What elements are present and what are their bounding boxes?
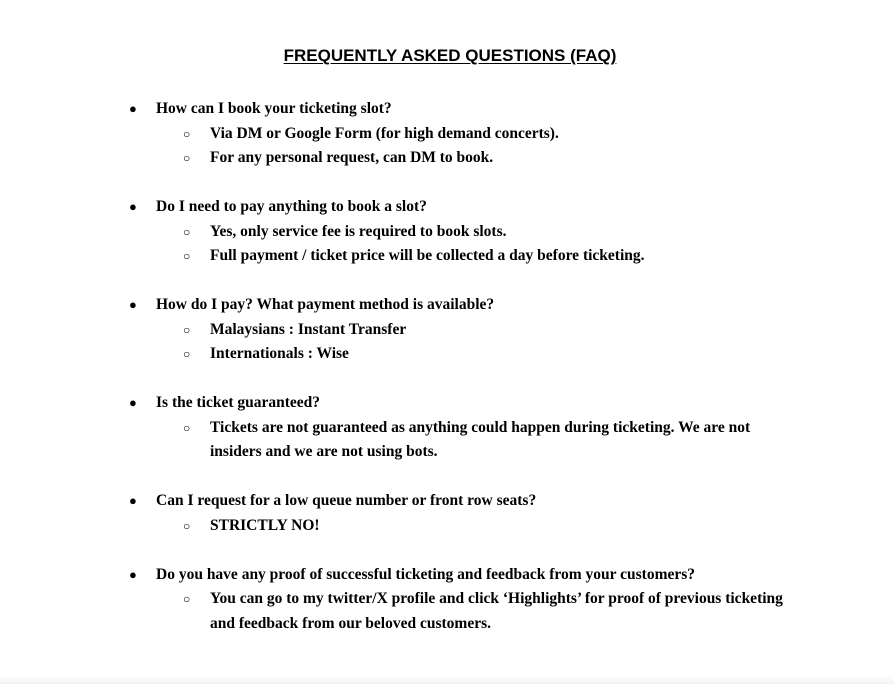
circle-bullet-icon: ○ [183, 347, 191, 361]
faq-question-text: Do you have any proof of successful ticketing and feedback from your customers? [156, 565, 696, 583]
faq-question [0, 391, 894, 416]
faq-item [0, 293, 894, 367]
circle-bullet-icon: ○ [183, 224, 191, 239]
faq-question [0, 97, 894, 122]
faq-answer-text: Internationals : Wise [210, 345, 349, 362]
faq-answer [0, 220, 894, 245]
circle-bullet-icon: ○ [183, 592, 191, 606]
circle-bullet-icon: ○ [183, 322, 191, 337]
faq-answer-text: Malaysians : Instant Transfer [210, 320, 407, 338]
faq-answer-text: For any personal request, can DM to book. [210, 149, 494, 166]
page-edge-shade [0, 676, 894, 684]
circle-bullet-icon: ○ [183, 151, 191, 165]
faq-item [0, 97, 894, 171]
bullet-icon: ● [129, 395, 137, 410]
faq-question-text: How can I book your ticketing slot? [156, 100, 392, 117]
faq-item [0, 391, 894, 465]
faq-question-text: How do I pay? What payment method is available? [156, 296, 495, 313]
bullet-icon: ● [129, 101, 137, 116]
bullet-icon: ● [129, 199, 137, 214]
circle-bullet-icon: ○ [183, 518, 191, 533]
faq-answer [0, 342, 894, 367]
faq-answer [0, 146, 894, 171]
faq-answer [0, 587, 894, 636]
faq-item [0, 489, 894, 538]
faq-question-text: Is the ticket guaranteed? [156, 394, 321, 411]
faq-answer [0, 244, 894, 269]
faq-answer-text: STRICTLY NO! [210, 516, 320, 534]
faq-question-text: Can I request for a low queue number or front row seats? [156, 492, 537, 509]
circle-bullet-icon: ○ [183, 126, 191, 141]
faq-item [0, 195, 894, 269]
faq-answer [0, 318, 894, 343]
bullet-icon: ● [129, 566, 137, 582]
circle-bullet-icon: ○ [183, 420, 191, 435]
faq-question [0, 293, 894, 318]
bullet-icon: ● [129, 297, 137, 312]
faq-answer-text: Yes, only service fee is required to book slots. [210, 222, 507, 240]
faq-answer-text: You can go to my twitter/X profile and click ‘Highlights’ for proof of previous ticketing and feedback from our beloved customers. [210, 590, 783, 632]
faq-answer [0, 514, 894, 539]
faq-answer-text: Tickets are not guaranteed as anything could happen during ticketing. We are not insiders and we are not using bots. [210, 418, 751, 460]
faq-answer [0, 122, 894, 147]
bullet-icon: ● [129, 493, 137, 508]
faq-answer-text: Via DM or Google Form (for high demand concerts). [210, 124, 559, 142]
faq-list [0, 97, 894, 661]
page-title: FREQUENTLY ASKED QUESTIONS (FAQ) [283, 46, 617, 65]
circle-bullet-icon: ○ [183, 249, 191, 263]
faq-question [0, 489, 894, 514]
faq-question [0, 563, 894, 588]
faq-answer [0, 416, 894, 465]
faq-question-text: Do I need to pay anything to book a slot? [156, 198, 427, 215]
faq-answer-text: Full payment / ticket price will be collected a day before ticketing. [210, 247, 645, 264]
faq-question [0, 195, 894, 220]
faq-item [0, 563, 894, 637]
